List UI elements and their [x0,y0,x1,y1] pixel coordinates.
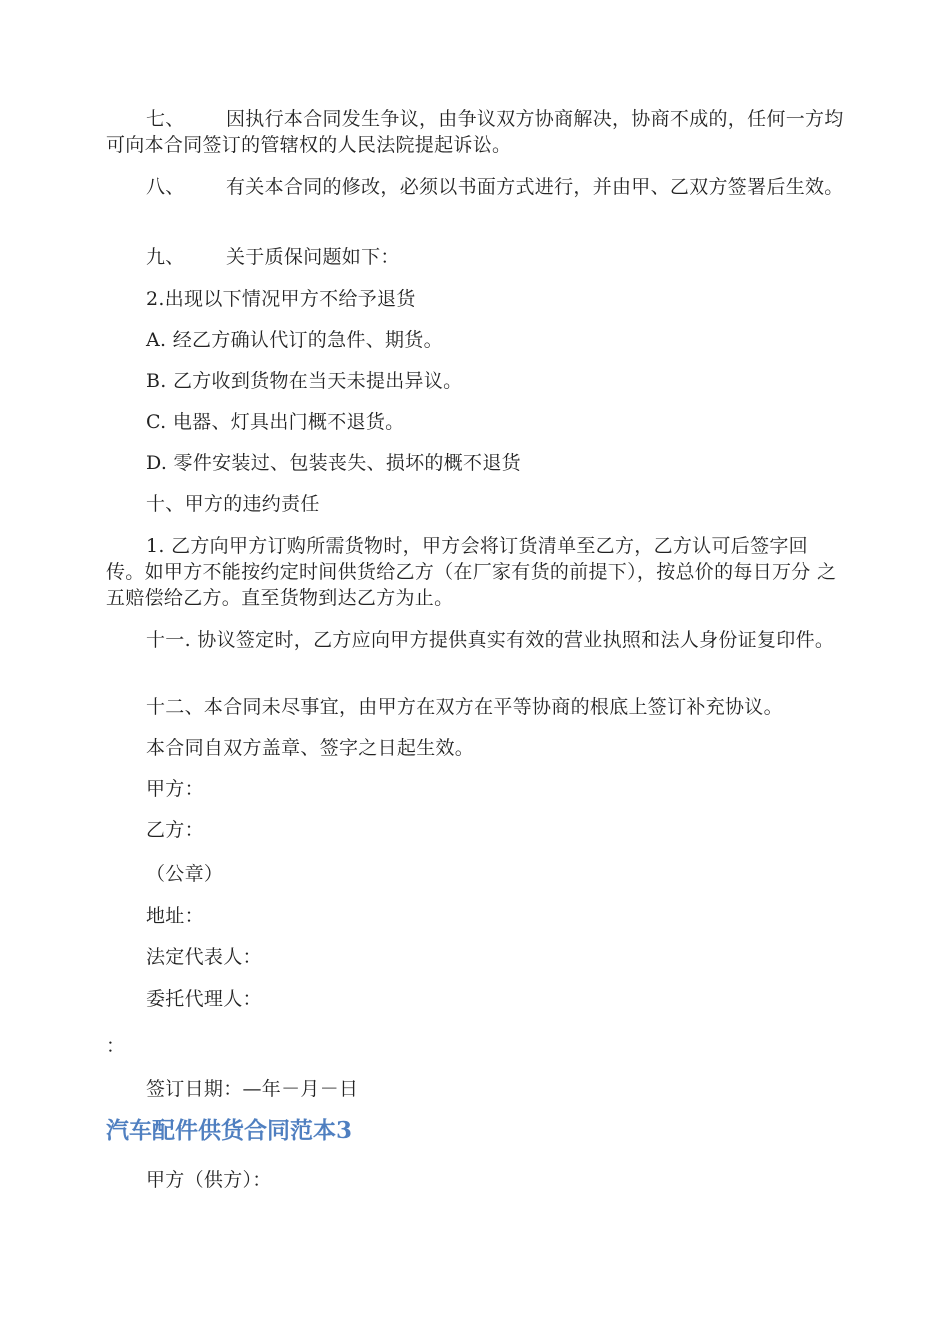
colon-line: ： [106,1035,126,1057]
clause-number: 八、 [146,176,185,198]
clause-number: 七、 [146,108,185,130]
clause-8 [106,174,850,200]
clause-text: 关于质保问题如下： [226,246,400,268]
effective-statement: 本合同自双方盖章、签字之日起生效。 [146,737,475,759]
clause-9-d: D. 零件安装过、包装丧失、损坏的概不退货 [146,452,521,474]
clause-9-b: B. 乙方收到货物在当天未提出异议。 [146,370,463,392]
clause-9 [106,244,850,270]
sign-date: 签订日期：—年－月－日 [146,1078,359,1100]
clause-7 [106,106,850,158]
clause-10-1: 1. 乙方向甲方订购所需货物时，甲方会将订货清单至乙方，乙方认可后签字回 传。如甲方不能按约定时间供货给乙方（在厂家有货的前提下），按总价的每日万分 之五赔偿给乙方。直至货物到达乙方为止。 [106,535,837,609]
clause-12: 十二、本合同未尽事宜，由甲方在双方在平等协商的根底上签订补充协议。 [146,696,783,718]
clause-number: 九、 [146,246,185,268]
supplier-party-label: 甲方（供方）： [146,1169,272,1191]
clause-text: 有关本合同的修改，必须以书面方式进行，并由甲、乙双方签署后生效。 [226,176,844,198]
seal-label: （公章） [146,863,224,885]
agent-label: 委托代理人： [146,988,262,1010]
clause-text: 因执行本合同发生争议，由争议双方协商解决，协商不成的，任何一方均 可向本合同签订的管辖权的人民法院提起诉讼。 [106,108,844,156]
clause-9-2: 2.出现以下情况甲方不给予退货 [146,288,416,310]
clause-10: 十、甲方的违约责任 [146,493,320,515]
section-heading: 汽车配件供货合同范本3 [106,1117,353,1144]
address-label: 地址： [146,905,204,927]
party-b-label: 乙方： [146,819,204,841]
legal-rep-label: 法定代表人： [146,946,262,968]
clause-9-a: A. 经乙方确认代订的急件、期货。 [146,329,443,351]
clause-9-c: C. 电器、灯具出门概不退货。 [146,411,405,433]
party-a-label: 甲方： [146,778,204,800]
clause-11: 十一. 协议签定时，乙方应向甲方提供真实有效的营业执照和法人身份证复印件。 [146,629,835,651]
